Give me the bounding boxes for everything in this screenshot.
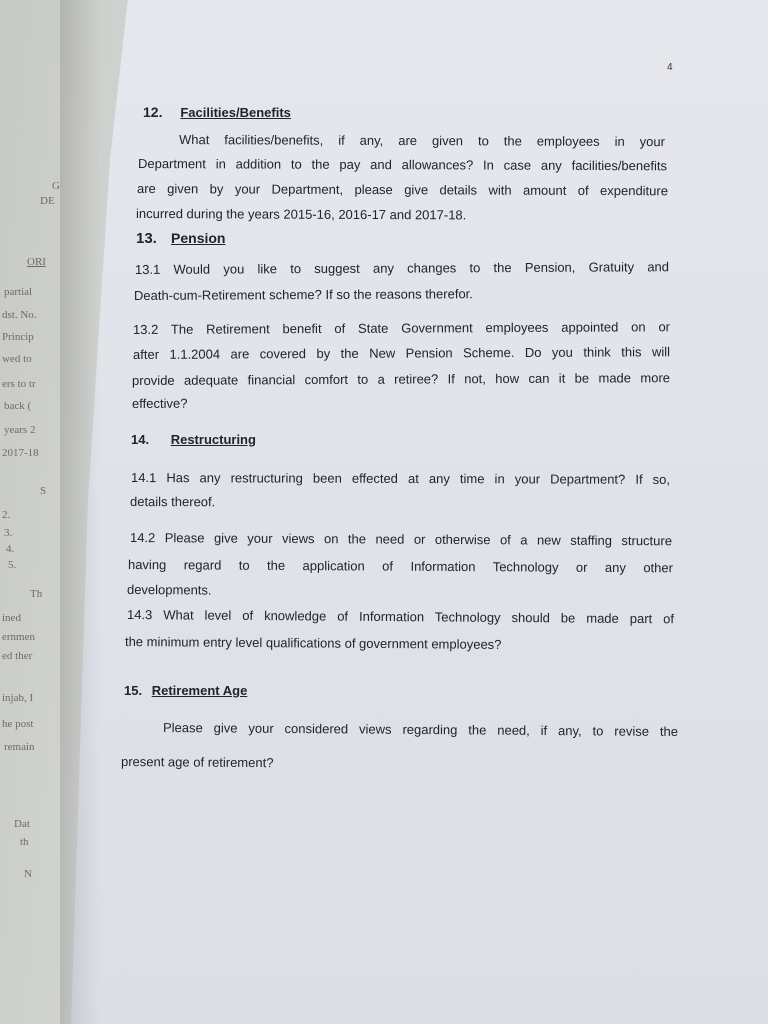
paragraph-line: 14.3 What level of knowledge of Information Technology should be made part of [126,607,675,627]
section-title: Pension [171,230,226,246]
left-fragment: th [20,836,29,848]
section-14-heading [131,432,256,447]
paragraph-line: Department in addition to the pay and allowances? In case any facilities/benefits [137,156,668,174]
left-fragment: partial [4,286,33,298]
paragraph-line: details thereof. [129,494,216,510]
left-fragment: ernmen [2,631,35,643]
section-number: 12. [143,104,163,120]
left-fragment: injab, I [2,692,34,704]
left-fragment: ed ther [2,650,33,662]
left-fragment: 3. [4,527,13,539]
paragraph-line: 13.1 Would you like to suggest any changes to the Pension, Gratuity and [134,259,670,277]
paragraph-line: 14.1 Has any restructuring been effected at any time in your Department? If so, [130,470,671,487]
section-number: 15. [124,683,143,698]
section-title: Restructuring [170,432,256,447]
left-fragment: back ( [4,400,32,412]
paragraph-line: Please give your considered views regarding the need, if any, to revise the [162,720,679,740]
paragraph-line: developments. [126,582,212,598]
left-fragment: 4. [6,543,15,555]
left-fragment: wed to [2,353,32,365]
left-fragment: remain [4,741,35,753]
left-fragment: DE [40,195,55,207]
document-page [70,0,768,1024]
paragraph-line: incurred during the years 2015-16, 2016-17 and 2017-18. [135,206,467,223]
paragraph-line: Death-cum-Retirement scheme? If so the reasons therefor. [133,286,473,303]
paragraph-line: present age of retirement? [120,754,274,771]
left-fragment: ORI [27,256,46,268]
section-number: 13. [136,230,157,247]
section-title: Facilities/Benefits [180,105,291,120]
section-15-heading [124,683,247,698]
paragraph-line: are given by your Department, please give details with amount of expenditure [136,181,669,199]
paragraph-line: the minimum entry level qualifications of government employees? [124,634,502,652]
page-fold-shadow [60,0,100,1024]
page-marker: 4 [667,62,673,73]
section-12-heading [143,104,291,120]
left-fragment: 2. [2,509,11,521]
paragraph-line: What facilities/benefits, if any, are given to the employees in your [178,132,666,150]
left-fragment: S [40,485,47,497]
left-fragment: N [24,868,32,880]
left-fragment: he post [2,718,34,730]
paragraph-line: 13.2 The Retirement benefit of State Government employees appointed on or [132,319,671,337]
paragraph-line: after 1.1.2004 are covered by the New Pension Scheme. Do you think this will [132,344,671,362]
left-fragment: 2017-18 [2,447,39,459]
left-fragment: dst. No. [2,309,37,321]
left-fragment: G [52,180,60,192]
paragraph-line: provide adequate financial comfort to a retiree? If not, how can it be made more [131,370,671,388]
left-fragment: ers to tr [2,378,36,390]
paragraph-line: effective? [131,395,188,411]
section-13-heading [136,230,226,247]
left-fragment: Princip [2,331,34,343]
section-number: 14. [131,432,150,447]
paragraph-line: 14.2 Please give your views on the need or otherwise of a new staffing structure [129,530,673,549]
left-fragment: years 2 [4,424,36,436]
left-fragment: 5. [8,559,17,571]
left-fragment: Dat [14,818,30,830]
left-fragment: ined [2,612,21,624]
paragraph-line: having regard to the application of Information Technology or any other [127,557,674,576]
section-title: Retirement Age [151,683,248,698]
left-fragment: Th [30,588,43,600]
